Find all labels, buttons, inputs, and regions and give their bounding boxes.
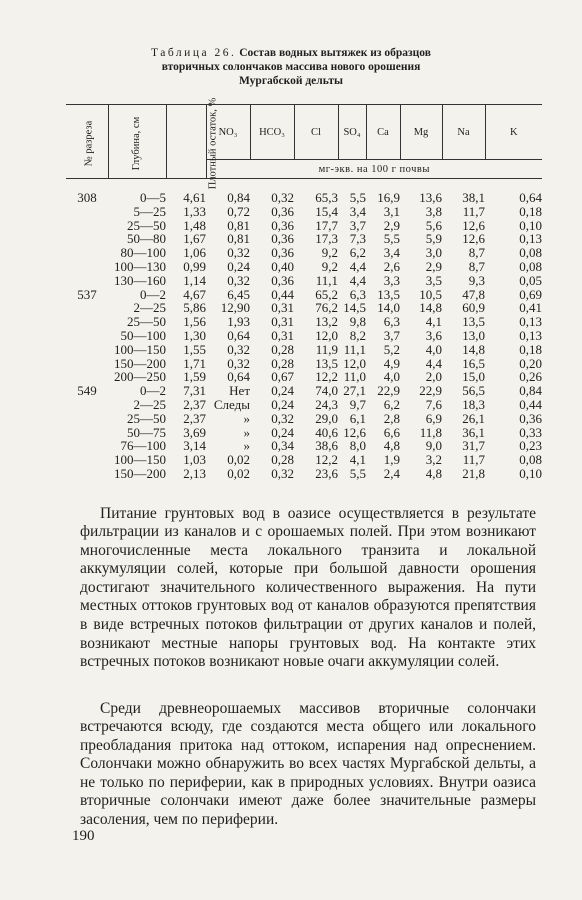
cell-mg: 5,9 [425,231,442,247]
cell-section [66,412,108,426]
cell-no3: 0,84 [227,190,250,205]
cell-na: 56,5 [462,383,485,399]
cell-hco3: 0,32 [271,190,294,205]
cell-na: 36,1 [462,424,485,440]
header-k: K [485,105,542,160]
table-row [66,301,542,315]
cell-k: 0,10 [519,465,542,481]
cell-so4: 8,0 [349,438,366,454]
cell-hco3: 0,32 [271,410,294,426]
cell-ca: 5,5 [383,231,400,247]
cell-section: 308 [77,190,97,205]
cell-depth: 25—50 [127,217,166,233]
cell-no3: » [243,410,250,426]
cell-depth: 200—250 [114,369,166,385]
cell-cl: 23,6 [315,465,338,481]
cell-depth: 100—150 [114,341,166,357]
cell-na: 16,5 [462,355,485,371]
cell-mg: 4,4 [425,355,442,371]
cell-so4: 4,4 [349,272,366,288]
cell-so4: 11,0 [343,369,366,385]
cell-na: 11,7 [462,203,485,219]
cell-so4: 9,8 [349,314,366,330]
cell-na: 12,6 [462,217,485,233]
cell-cl: 15,4 [315,203,338,219]
cell-section [66,205,108,219]
page-number: 190 [72,828,95,844]
cell-hco3: 0,24 [271,383,294,399]
cell-hco3: 0,36 [271,272,294,288]
cell-mg: 14,8 [419,300,442,316]
cell-residue: 1,55 [183,341,206,357]
cell-k: 0,08 [519,245,542,261]
cell-ca: 3,4 [383,245,400,261]
cell-residue: 1,03 [183,452,206,468]
cell-section [66,357,108,371]
cell-section [66,467,108,481]
cell-no3: 0,02 [227,452,250,468]
cell-section [66,329,108,343]
cell-residue: 2,37 [183,410,206,426]
cell-residue: 1,67 [183,231,206,247]
cell-depth: 2—25 [133,300,166,316]
cell-residue: 1,48 [183,217,206,233]
caption-lead: Таблица 26. [151,47,237,59]
cell-section [66,219,108,233]
cell-mg: 2,0 [425,369,442,385]
cell-ca: 4,9 [383,355,400,371]
cell-section [66,232,108,246]
cell-hco3: 0,28 [271,341,294,357]
cell-section [66,301,108,315]
header-ca: Ca [366,105,400,160]
cell-residue: 0,99 [183,258,206,274]
cell-depth: 130—160 [114,272,166,288]
cell-residue: 1,59 [183,369,206,385]
cell-depth: 25—50 [127,410,166,426]
cell-na: 14,8 [462,341,485,357]
header-residue: Плотный остаток, % [166,105,206,179]
table-row [66,205,542,219]
cell-no3: Нет [229,383,250,399]
table-row [66,357,542,371]
cell-k: 0,08 [519,452,542,468]
cell-k: 0,18 [519,203,542,219]
cell-depth: 0—2 [140,383,166,399]
cell-no3: 0,64 [227,369,250,385]
header-units: мг-экв. на 100 г почвы [206,160,542,179]
header-no3: NO₃ [206,105,250,160]
cell-mg: 3,8 [425,203,442,219]
cell-mg: 13,6 [419,190,442,205]
cell-depth: 50—75 [127,424,166,440]
cell-ca: 3,1 [383,203,400,219]
table-row [66,467,542,481]
cell-cl: 9,2 [321,258,338,274]
cell-so4: 9,7 [349,396,366,412]
cell-ca: 6,2 [383,396,400,412]
cell-section: 549 [77,383,97,399]
cell-ca: 6,3 [383,314,400,330]
cell-na: 21,8 [462,465,485,481]
cell-k: 0,13 [519,231,542,247]
composition-table [66,97,542,481]
cell-section [66,439,108,453]
cell-hco3: 0,31 [271,314,294,330]
table-row [66,246,542,260]
table-row [66,232,542,246]
cell-k: 0,20 [519,355,542,371]
cell-depth: 0—2 [140,286,166,302]
table-row [66,439,542,453]
cell-ca: 3,7 [383,327,400,343]
cell-depth: 76—100 [120,438,166,454]
cell-so4: 7,3 [349,231,366,247]
cell-no3: » [243,424,250,440]
cell-hco3: 0,31 [271,327,294,343]
cell-cl: 40,6 [315,424,338,440]
cell-ca: 2,4 [383,465,400,481]
cell-so4: 5,5 [349,190,366,205]
cell-section [66,274,108,288]
cell-ca: 2,9 [383,217,400,233]
cell-no3: 12,90 [220,300,250,316]
cell-so4: 27,1 [343,383,366,399]
cell-k: 0,33 [519,424,542,440]
cell-section: 537 [77,286,97,302]
cell-hco3: 0,24 [271,396,294,412]
header-so4: SO₄ [338,105,366,160]
cell-hco3: 0,40 [271,258,294,274]
cell-cl: 29,0 [315,410,338,426]
cell-cl: 12,2 [315,369,338,385]
cell-cl: 13,5 [315,355,338,371]
cell-section [66,370,108,384]
cell-ca: 3,3 [383,272,400,288]
cell-na: 9,3 [468,272,485,288]
cell-mg: 6,9 [425,410,442,426]
cell-ca: 4,0 [383,369,400,385]
cell-section [66,343,108,357]
cell-residue: 1,56 [183,314,206,330]
cell-hco3: 0,36 [271,231,294,247]
cell-residue: 2,13 [183,465,206,481]
cell-k: 0,26 [519,369,542,385]
cell-residue: 4,61 [183,190,206,205]
cell-na: 8,7 [468,245,485,261]
cell-cl: 76,2 [315,300,338,316]
cell-no3: 0,32 [227,355,250,371]
cell-mg: 7,6 [425,396,442,412]
cell-so4: 12,6 [343,424,366,440]
cell-no3: 0,24 [227,258,250,274]
cell-depth: 50—80 [127,231,166,247]
cell-ca: 4,8 [383,438,400,454]
cell-cl: 65,2 [315,286,338,302]
header-hco3: HCO₃ [250,105,294,160]
cell-na: 15,0 [462,369,485,385]
cell-na: 38,1 [462,190,485,205]
table-row [66,288,542,302]
cell-so4: 3,7 [349,217,366,233]
caption-title-line1: Состав водных вытяжек из образцов [239,47,431,59]
cell-residue: 3,14 [183,438,206,454]
cell-depth: 2—25 [133,396,166,412]
cell-ca: 5,2 [383,341,400,357]
cell-ca: 13,5 [377,286,400,302]
table-row [66,398,542,412]
cell-mg: 10,5 [419,286,442,302]
table-row [66,179,542,205]
cell-cl: 74,0 [315,383,338,399]
cell-residue: 3,69 [183,424,206,440]
cell-hco3: 0,67 [271,369,294,385]
cell-residue: 1,33 [183,203,206,219]
cell-section [66,246,108,260]
cell-k: 0,08 [519,258,542,274]
cell-na: 13,5 [462,314,485,330]
cell-section [66,426,108,440]
cell-hco3: 0,24 [271,424,294,440]
cell-hco3: 0,31 [271,300,294,316]
header-depth: Глубина, см [108,105,166,179]
cell-na: 31,7 [462,438,485,454]
cell-no3: 0,72 [227,203,250,219]
cell-k: 0,36 [519,410,542,426]
cell-cl: 11,9 [315,341,338,357]
cell-mg: 9,0 [425,438,442,454]
cell-na: 12,6 [462,231,485,247]
cell-ca: 2,6 [383,258,400,274]
header-mg: Mg [400,105,442,160]
cell-na: 47,8 [462,286,485,302]
cell-depth: 0—5 [140,190,166,205]
table-row [66,370,542,384]
cell-so4: 11,1 [343,341,366,357]
cell-residue: 7,31 [183,383,206,399]
cell-section [66,398,108,412]
cell-so4: 8,2 [349,327,366,343]
header-na: Na [442,105,485,160]
cell-cl: 12,2 [315,452,338,468]
cell-na: 60,9 [462,300,485,316]
cell-so4: 5,5 [349,465,366,481]
header-section: № разреза [66,105,108,179]
cell-k: 0,05 [519,272,542,288]
table-row [66,343,542,357]
cell-so4: 6,3 [349,286,366,302]
cell-cl: 11,1 [315,272,338,288]
cell-cl: 17,3 [315,231,338,247]
table-row [66,426,542,440]
cell-so4: 14,5 [343,300,366,316]
cell-no3: 6,45 [227,286,250,302]
cell-ca: 6,6 [383,424,400,440]
table-row [66,315,542,329]
cell-no3: Следы [213,396,250,412]
cell-ca: 14,0 [377,300,400,316]
table-row [66,412,542,426]
cell-mg: 11,8 [419,424,442,440]
cell-no3: 0,64 [227,327,250,343]
cell-na: 26,1 [462,410,485,426]
cell-ca: 1,9 [383,452,400,468]
cell-hco3: 0,32 [271,465,294,481]
cell-k: 0,84 [519,383,542,399]
cell-depth: 25—50 [127,314,166,330]
cell-mg: 5,6 [425,217,442,233]
cell-residue: 1,30 [183,327,206,343]
cell-k: 0,44 [519,396,542,412]
cell-no3: 1,93 [227,314,250,330]
cell-cl: 12,0 [315,327,338,343]
cell-na: 11,7 [462,452,485,468]
cell-mg: 3,2 [425,452,442,468]
cell-ca: 22,9 [377,383,400,399]
paragraph-1: Питание грунтовых вод в оазисе осуществляется в результате фильтрации из каналов и с орошаемых полей. При этом возникают многочисленные места локального транзита и локальной аккумуляции солей, которые при большой давности орошения достигают значительного количественного выражения. На пути местных оттоков грунтовых вод от каналов образуются препятствия в виде встречных потоков фильтрации от других каналов и полей, возникают местные напоры грунтовых вод. На контакте этих встречных потоков возникают новые очаги аккумуляции солей. [80,504,536,671]
cell-depth: 5—25 [133,203,166,219]
cell-k: 0,64 [519,190,542,205]
cell-no3: » [243,438,250,454]
cell-so4: 4,4 [349,258,366,274]
cell-hco3: 0,36 [271,203,294,219]
cell-residue: 5,86 [183,300,206,316]
header-cl: Cl [294,105,338,160]
cell-ca: 2,8 [383,410,400,426]
cell-hco3: 0,36 [271,217,294,233]
cell-k: 0,10 [519,217,542,233]
cell-hco3: 0,44 [271,286,294,302]
table-row [66,329,542,343]
cell-mg: 3,6 [425,327,442,343]
paragraph-2: Среди древнеорошаемых массивов вторичные солончаки встречаются всюду, где создаются места общего или локального преобладания притока над оттоком, испарения над опреснением. Солончаки можно обнаружить во всех частях Мургабской дельты, а не только по периферии, как в природных условиях. Внутри оазиса вторичные солончаки имеют даже более значительные размеры засоления, чем по периферии. [80,699,536,829]
table-row [66,453,542,467]
cell-cl: 9,2 [321,245,338,261]
cell-no3: 0,02 [227,465,250,481]
cell-depth: 150—200 [114,465,166,481]
cell-na: 13,0 [462,327,485,343]
table-row [66,260,542,274]
cell-section [66,260,108,274]
cell-residue: 1,06 [183,245,206,261]
cell-k: 0,41 [519,300,542,316]
cell-so4: 6,2 [349,245,366,261]
cell-residue: 1,14 [183,272,206,288]
cell-mg: 4,8 [425,465,442,481]
cell-no3: 0,81 [227,231,250,247]
cell-so4: 4,1 [349,452,366,468]
cell-cl: 38,6 [315,438,338,454]
cell-hco3: 0,34 [271,438,294,454]
cell-cl: 24,3 [315,396,338,412]
caption-title-line3: Мургабской дельты [238,75,344,87]
table-caption [60,46,522,88]
cell-so4: 3,4 [349,203,366,219]
cell-na: 8,7 [468,258,485,274]
cell-so4: 6,1 [349,410,366,426]
cell-mg: 3,0 [425,245,442,261]
cell-ca: 16,9 [377,190,400,205]
cell-mg: 22,9 [419,383,442,399]
cell-k: 0,13 [519,314,542,330]
cell-no3: 0,32 [227,272,250,288]
table-row [66,219,542,233]
cell-section [66,315,108,329]
cell-no3: 0,81 [227,217,250,233]
caption-title-line2: вторичных солончаков массива нового орошения [161,61,421,73]
cell-k: 0,18 [519,341,542,357]
cell-mg: 4,0 [425,341,442,357]
cell-cl: 65,3 [315,190,338,205]
cell-mg: 4,1 [425,314,442,330]
cell-depth: 100—130 [114,258,166,274]
cell-residue: 4,67 [183,286,206,302]
cell-k: 0,13 [519,327,542,343]
cell-so4: 12,0 [343,355,366,371]
table-row [66,274,542,288]
cell-k: 0,23 [519,438,542,454]
cell-depth: 80—100 [120,245,166,261]
cell-residue: 2,37 [183,396,206,412]
cell-hco3: 0,36 [271,245,294,261]
cell-k: 0,69 [519,286,542,302]
cell-depth: 150—200 [114,355,166,371]
table-body [66,179,542,481]
cell-mg: 3,5 [425,272,442,288]
cell-hco3: 0,28 [271,452,294,468]
cell-depth: 50—100 [120,327,166,343]
table-row [66,384,542,398]
cell-no3: 0,32 [227,245,250,261]
cell-cl: 13,2 [315,314,338,330]
cell-na: 18,3 [462,396,485,412]
cell-cl: 17,7 [315,217,338,233]
cell-mg: 2,9 [425,258,442,274]
cell-hco3: 0,28 [271,355,294,371]
cell-no3: 0,32 [227,341,250,357]
cell-section [66,453,108,467]
cell-residue: 1,71 [183,355,206,371]
cell-depth: 100—150 [114,452,166,468]
